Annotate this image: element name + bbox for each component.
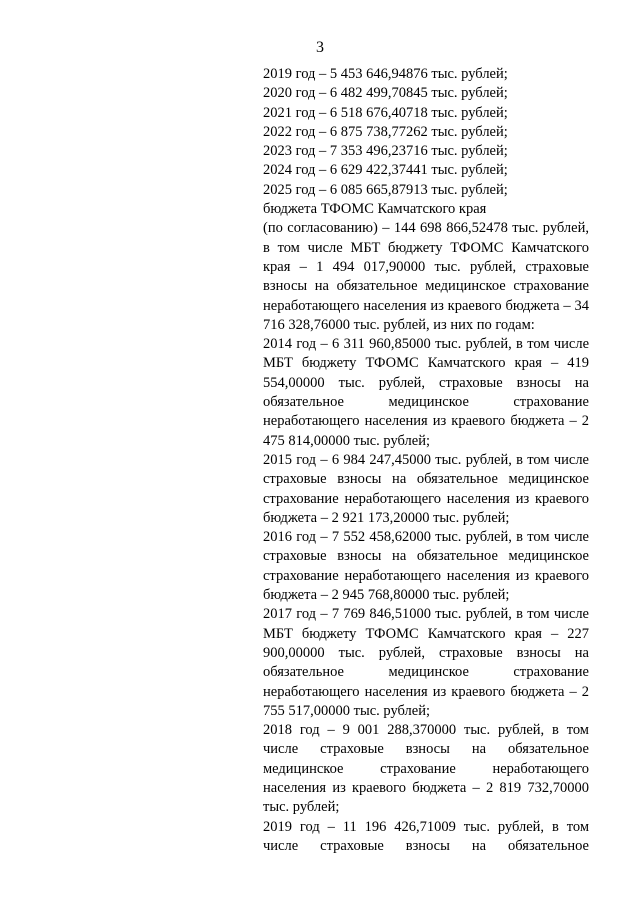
year-line-2022: 2022 год – 6 875 738,77262 тыс. рублей; xyxy=(263,123,508,140)
year-paragraph-2017: 2017 год – 7 769 846,51000 тыс. рублей, в том числе МБТ бюджету ТФОМС Камчатского края – 227 900,00000 тыс. рублей, страховые взносы на обязательное медицинское страхование неработающего населения из краевого бюджета – 2 755 517,00000 тыс. рублей; xyxy=(263,606,589,719)
tfoms-heading: бюджета ТФОМС Камчатского края xyxy=(263,201,487,218)
page-number: 3 xyxy=(316,39,324,56)
year-paragraph-2015: 2015 год – 6 984 247,45000 тыс. рублей, в том числе страховые взносы на обязательное медицинское страхование неработающего населения из краевого бюджета – 2 921 173,20000 тыс. рублей; xyxy=(263,451,589,526)
year-paragraph-2014: 2014 год – 6 311 960,85000 тыс. рублей, в том числе МБТ бюджету ТФОМС Камчатского края – 419 554,00000 тыс. рублей, страховые взносы на обязательное медицинское страхование неработающего населения из краевого бюджета – 2 475 814,00000 тыс. рублей; xyxy=(263,336,589,449)
tfoms-summary-paragraph: (по согласованию) – 144 698 866,52478 тыс. рублей, в том числе МБТ бюджету ТФОМС Камчатского края – 1 494 017,90000 тыс. рублей, страховые взносы на обязательное медицинское страхование неработающего населения из краевого бюджета – 34 716 328,76000 тыс. рублей, из них по годам: xyxy=(263,220,589,333)
year-line-2024: 2024 год – 6 629 422,37441 тыс. рублей; xyxy=(263,162,508,179)
year-line-2019: 2019 год – 5 453 646,94876 тыс. рублей; xyxy=(263,66,508,82)
year-paragraph-2016: 2016 год – 7 552 458,62000 тыс. рублей, в том числе страховые взносы на обязательное медицинское страхование неработающего населения из краевого бюджета – 2 945 768,80000 тыс. рублей; xyxy=(263,529,589,604)
year-line-2021: 2021 год – 6 518 676,40718 тыс. рублей; xyxy=(263,104,508,121)
year-line-2025: 2025 год – 6 085 665,87913 тыс. рублей; xyxy=(263,181,508,198)
year-line-2020: 2020 год – 6 482 499,70845 тыс. рублей; xyxy=(263,85,508,102)
year-paragraph-2018: 2018 год – 9 001 288,370000 тыс. рублей, в том числе страховые взносы на обязательное медицинское страхование неработающего населения из краевого бюджета – 2 819 732,70000 тыс. рублей; xyxy=(263,722,589,816)
year-paragraph-2019: 2019 год – 11 196 426,71009 тыс. рублей, в том числе страховые взносы на обязательное xyxy=(263,818,589,854)
document-body xyxy=(263,65,589,856)
year-line-2023: 2023 год – 7 353 496,23716 тыс. рублей; xyxy=(263,143,508,160)
